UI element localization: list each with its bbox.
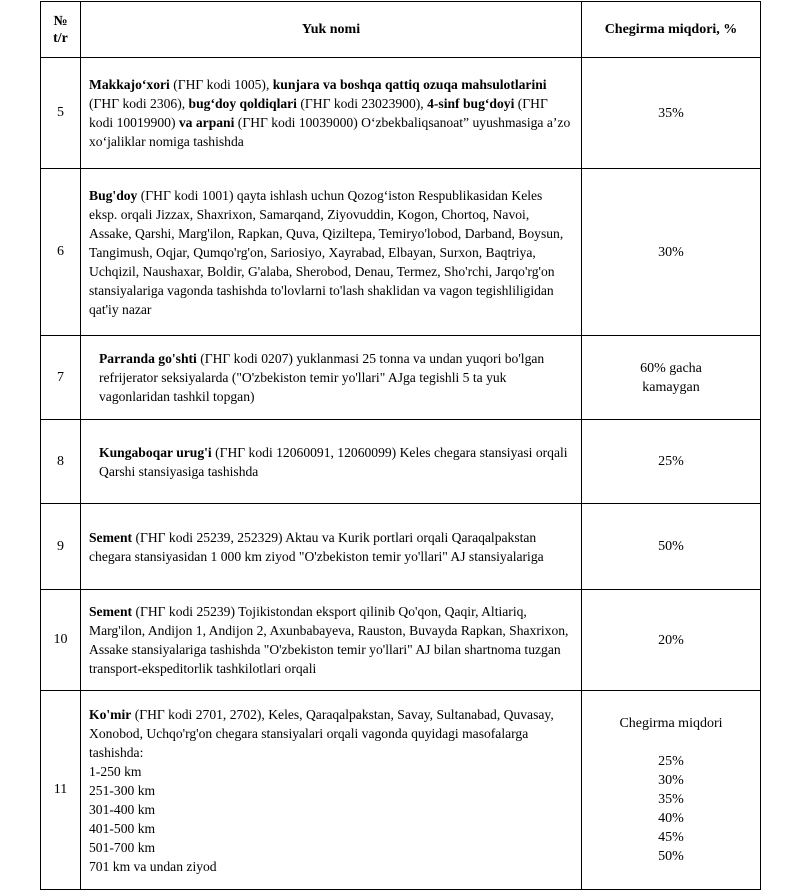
discount-line1: 60% gacha [640,360,702,376]
header-cargo-name: Yuk nomi [81,2,582,58]
discount-value: 50% [582,504,761,590]
cargo-text: (ГНГ kodi 12060091, 12060099) Keles chegara stansiyasi orqali Qarshi stansiyasiga tashishda [99,444,568,479]
cargo-text: (ГНГ kodi 2306), [89,96,189,111]
header-discount: Chegirma miqdori, % [582,2,761,58]
header-row [41,2,761,58]
distance-range: 401-500 km [89,820,156,836]
cargo-description [81,420,582,504]
table-row [41,691,761,890]
distance-range: 251-300 km [89,782,156,798]
cargo-name-bold: Parranda go'shti [99,351,197,366]
table-row [41,336,761,420]
table-row [41,590,761,691]
cargo-text: (ГНГ kodi 23023900), [296,96,428,111]
table-row [41,504,761,590]
row-number: 7 [41,336,81,420]
row-number: 8 [41,420,81,504]
cargo-name-bold: kunjara va boshqa qattiq ozuqa mahsulotlarini [272,77,547,92]
cargo-description [81,590,582,691]
distance-discount: 30% [658,773,684,788]
row-number: 5 [41,58,81,169]
distance-discount: 35% [658,792,684,807]
discount-value: 35% [582,58,761,169]
discount-value: 30% [582,169,761,336]
cargo-description [81,169,582,336]
row-number: 6 [41,169,81,336]
cargo-text: (ГНГ kodi 10019900) [89,96,548,130]
cargo-name-bold: Sement [89,604,133,619]
distance-discount: 40% [658,811,684,826]
row-number: 10 [41,590,81,691]
header-number [41,2,81,58]
cargo-name-bold: bug‘doy qoldiqlari [188,96,297,111]
cargo-text: (ГНГ kodi 1001) qayta ishlash uchun Qozog‘iston Respublikasidan Keles eksp. orqali Jizzax, Shaxrixon, Samarqand, Ziyovuddin, Kogon, Chortoq, Navoi, Assake, Qarshi, Marg'ilon, Rapkan, Quva, Qiziltepa, Temiryo'lobod, Darband, Boysun, Tangimush, Oqjar, Qumqo'rg'on, Sariosiyo, Xayrabad, Elbayan, Surxon, Baqtriya, Uchqizil, Naushaxar, Boldir, G'alaba, Sherobod, Denau, Termez, Sho'rchi, Jarqo'rg'on stansiyalariga vagonda tashishda to'lovlarni to'lash shaklidan va vagon tegishliligidan qat'iy nazar [89,187,564,317]
distance-range: 1-250 km [89,763,142,779]
cargo-name-bold: Bug'doy [89,187,138,203]
cargo-text: (ГНГ kodi 2701, 2702), Keles, Qaraqalpakstan, Savay, Sultanabad, Quvasay, Xonobod, Uchqo'rg'on chegara stansiyalari orqali vagonda quyidagi masofalarga tashishda: [89,706,554,760]
discount-value [582,691,761,890]
cargo-description-text [89,705,573,762]
discount-value [582,336,761,420]
distance-range: 701 km va undan ziyod [89,858,217,874]
discount-value: 25% [582,420,761,504]
distance-list [89,762,573,876]
cargo-name-bold: 4-sinf bug‘doyi [427,96,515,111]
distance-discount: 45% [658,830,684,845]
cargo-name-bold: Makkajo‘xori [89,77,170,92]
header-number-line2: t/r [53,30,68,46]
table-row [41,420,761,504]
distance-range: 501-700 km [89,839,156,855]
discount-value: 20% [582,590,761,691]
distance-discount: 50% [658,849,684,864]
cargo-name-bold: va arpani [178,115,235,130]
discount-list [582,752,760,866]
row-number: 11 [41,691,81,890]
cargo-description [81,58,582,169]
cargo-name-bold: Sement [89,529,133,545]
table-row [41,58,761,169]
cargo-name-bold: Kungaboqar urug'i [99,444,212,460]
discount-title: Chegirma miqdori [619,716,723,731]
discount-line2: kamaygan [642,379,700,395]
row-number: 9 [41,504,81,590]
cargo-text: (ГНГ kodi 10039000) O‘zbekbaliqsanoat” uyushmasiga a’zo xo‘jaliklar nomiga tashishda [89,115,571,149]
cargo-description [81,504,582,590]
cargo-description [81,336,582,420]
distance-range: 301-400 km [89,801,156,817]
discount-table [40,1,761,890]
table-row [41,169,761,336]
header-number-line1: № [53,13,68,29]
cargo-name-bold: Ko'mir [89,706,132,722]
cargo-description [81,691,582,890]
distance-discount: 25% [658,754,684,769]
cargo-text: (ГНГ kodi 0207) yuklanmasi 25 tonna va undan yuqori bo'lgan refrijerator seksiyalarda ("O'zbekiston temir yo'llari" AJga tegishli 5 ta yuk vagonlaridan tashkil topgan) [99,351,545,404]
cargo-text: (ГНГ kodi 25239) Tojikistondan eksport qilinib Qo'qon, Qaqir, Altiariq, Marg'ilon, Andijon 1, Andijon 2, Axunbabayeva, Rauston, Buvayda Rapkan, Shaxrixon, Assake stansiyalariga tashishda "O'zbekiston temir yo'llari" AJ bilan shartnoma tuzgan transport-ekspeditorlik tashkilotlari orqali [89,604,569,676]
cargo-text: (ГНГ kodi 1005), [169,77,273,92]
cargo-text: (ГНГ kodi 25239, 252329) Aktau va Kurik portlari orqali Qaraqalpakstan chegara stansiyasidan 1 000 km ziyod "O'zbekiston temir yo'llari" AJ stansiyalariga [89,529,544,564]
